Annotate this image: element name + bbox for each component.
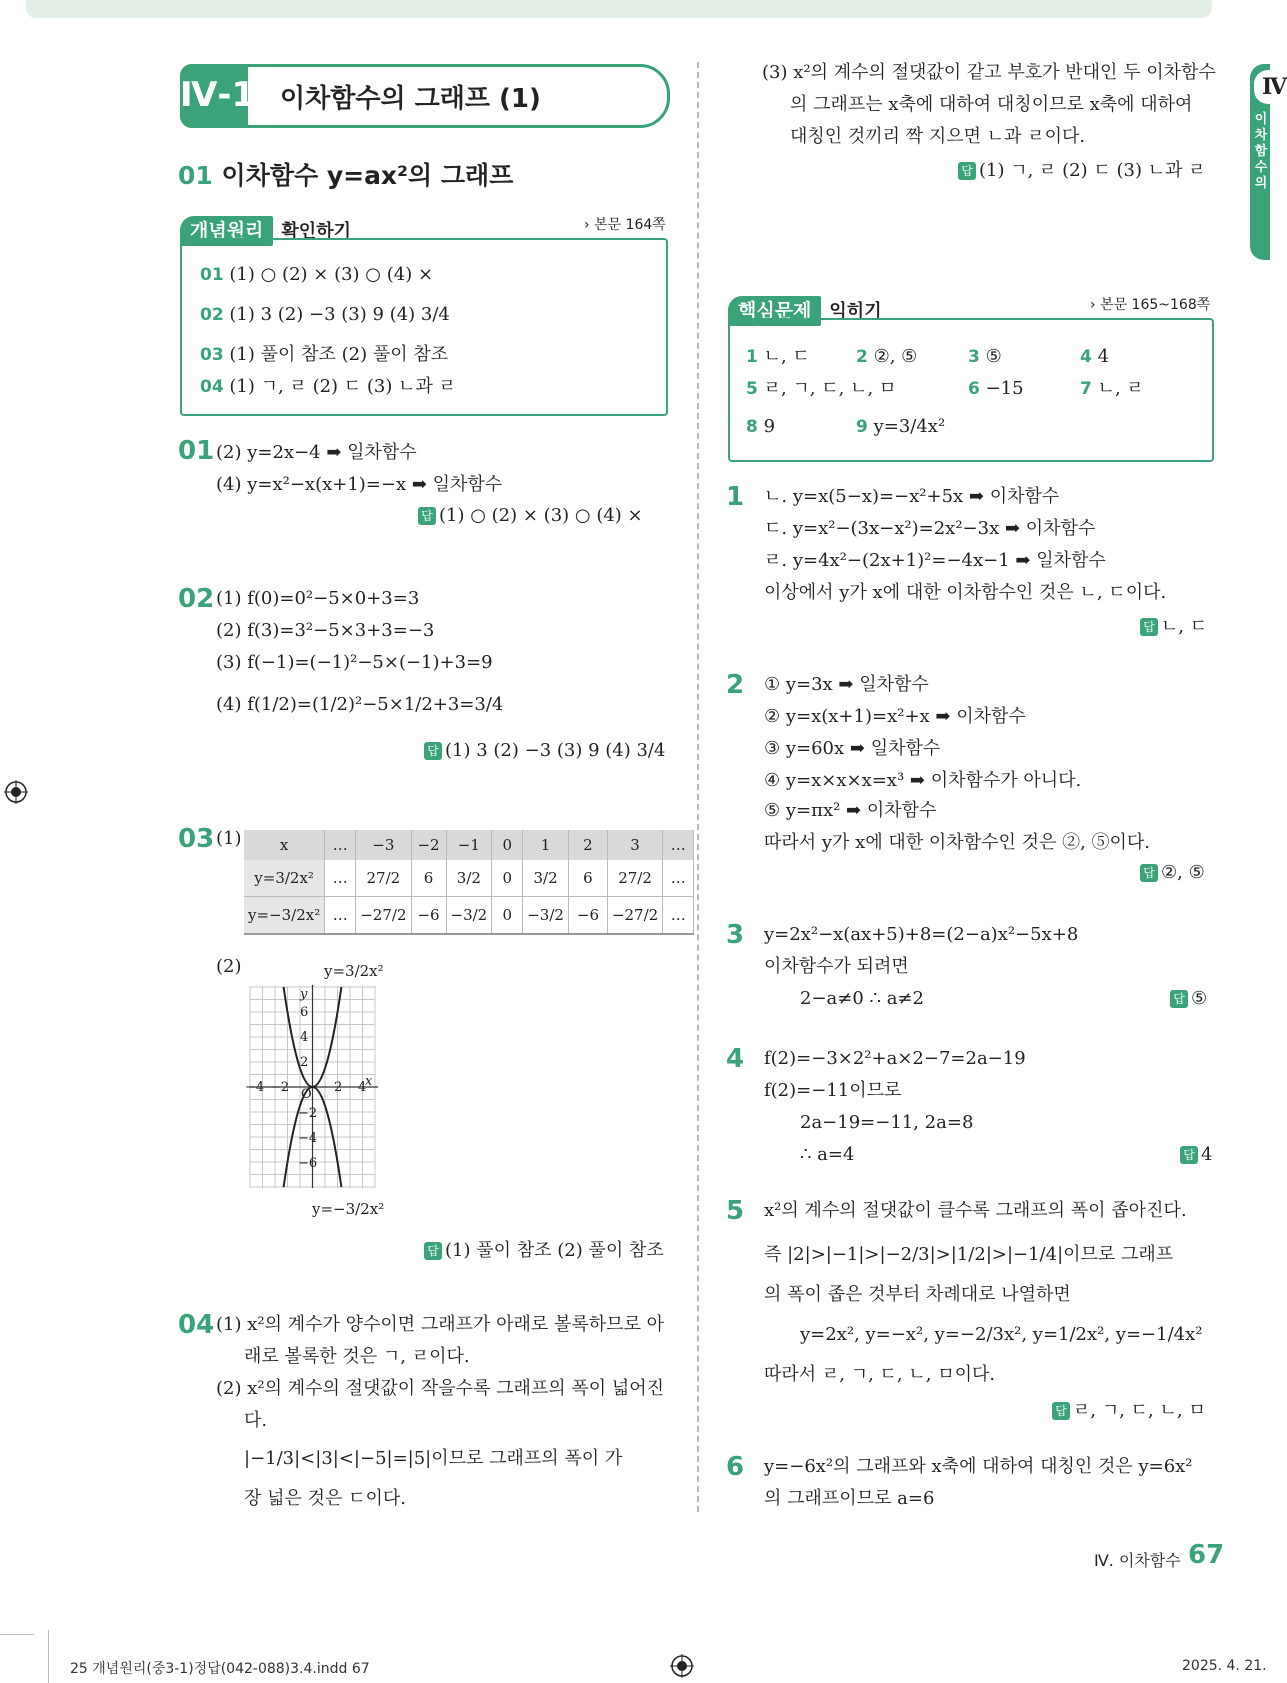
core-item-num: 6 xyxy=(968,379,980,399)
solution-line: 래로 볼록한 것은 ㄱ, ㄹ이다. xyxy=(244,1346,470,1367)
core-item-num: 5 xyxy=(746,379,758,399)
concept-row xyxy=(200,264,433,286)
core-item-text: ②, ⑤ xyxy=(873,346,918,367)
answer-icon: 답 xyxy=(958,162,976,180)
solution-line: 2−a≠0 ∴ a≠2 xyxy=(800,988,924,1009)
solution-line: 즉 |2|>|−1|>|−2/3|>|1/2|>|−1/4|이므로 그래프 xyxy=(764,1244,1174,1265)
answer-line xyxy=(1170,988,1207,1009)
solution-line: 의 그래프는 x축에 대하여 대칭이므로 x축에 대하여 xyxy=(790,94,1193,115)
answer-icon: 답 xyxy=(1140,864,1158,882)
answer-icon: 답 xyxy=(424,1242,442,1260)
solution-line: x²의 계수의 절댓값이 클수록 그래프의 폭이 좁아진다. xyxy=(764,1200,1187,1221)
solution-line: ② y=x(x+1)=x²+x ➡ 이차함수 xyxy=(764,706,1026,727)
side-tab-roman: Ⅳ xyxy=(1254,70,1286,104)
table-cell: y=3/2x² xyxy=(244,860,325,897)
table-cell: 3/2 xyxy=(446,860,492,897)
core-page-ref-text: 본문 165~168쪽 xyxy=(1100,297,1211,313)
concept-row-num: 02 xyxy=(200,305,224,325)
table-cell: −27/2 xyxy=(356,897,411,935)
core-page-ref: › 본문 165~168쪽 xyxy=(1090,297,1211,313)
solution-line: (3) f(−1)=(−1)²−5×(−1)+3=9 xyxy=(216,652,493,673)
value-table xyxy=(244,830,694,935)
core-item-num: 2 xyxy=(856,347,868,367)
answer-line xyxy=(1140,862,1205,883)
table-cell: −2 xyxy=(411,830,446,860)
table-cell: 27/2 xyxy=(356,860,411,897)
tick-label: −2 xyxy=(270,1080,290,1095)
solution-line: 장 넓은 것은 ㄷ이다. xyxy=(244,1488,406,1509)
solution-line: (4) f(1/2)=(1/2)²−5×1/2+3=3/4 xyxy=(216,694,504,715)
answer-line xyxy=(1052,1396,1206,1422)
answer-icon: 답 xyxy=(424,742,442,760)
table-cell: … xyxy=(325,897,356,935)
solution-line: ④ y=x×x×x=x³ ➡ 이차함수가 아니다. xyxy=(764,770,1082,791)
value-table-wrap xyxy=(244,830,694,935)
core-item xyxy=(1080,378,1144,400)
core-item-text: ㄴ, ㄹ xyxy=(1097,378,1144,399)
problem-number: 02 xyxy=(178,584,215,614)
table-cell: −3/2 xyxy=(523,897,569,935)
tick-label: −4 xyxy=(298,1131,318,1146)
solution-line: (2) f(3)=3²−5×3+3=−3 xyxy=(216,620,435,641)
section-title-text: 이차함수 y=ax²의 그래프 xyxy=(221,161,514,190)
core-item-num: 7 xyxy=(1080,379,1092,399)
problem-number: 5 xyxy=(726,1196,745,1226)
answer-icon: 답 xyxy=(1052,1402,1070,1420)
tick-label: −4 xyxy=(245,1080,265,1095)
core-item xyxy=(968,378,1024,400)
solution-line: 이차함수가 되려면 xyxy=(764,956,909,977)
answer-text: ②, ⑤ xyxy=(1161,862,1205,883)
concept-answers-box xyxy=(180,238,668,416)
column-divider xyxy=(697,62,699,1512)
solution-line: ∴ a=4 xyxy=(800,1144,855,1165)
concept-row xyxy=(200,344,448,366)
core-item-num: 1 xyxy=(746,347,758,367)
solution-line: y=2x², y=−x², y=−2/3x², y=1/2x², y=−1/4x² xyxy=(800,1324,1203,1345)
table-cell: −27/2 xyxy=(607,897,662,935)
answer-line xyxy=(418,505,643,526)
solution-line: (3) x²의 계수의 절댓값이 같고 부호가 반대인 두 이차함수 xyxy=(762,62,1216,83)
solution-line: (1) f(0)=0²−5×0+3=3 xyxy=(216,588,420,609)
problem-number: 6 xyxy=(726,1452,745,1482)
core-item xyxy=(856,346,917,368)
concept-row-text: (1) 3 (2) −3 (3) 9 (4) 3/4 xyxy=(229,304,450,325)
table-cell: −6 xyxy=(568,897,607,935)
table-cell: x xyxy=(244,830,325,860)
solution-line: f(2)=−11이므로 xyxy=(764,1080,902,1101)
table-row xyxy=(244,860,694,897)
problem-number: 01 xyxy=(178,436,215,466)
table-row xyxy=(244,830,694,860)
core-item xyxy=(746,346,810,368)
concept-page-ref: › 본문 164쪽 xyxy=(584,217,666,233)
table-cell: … xyxy=(663,830,694,860)
table-cell: 3/2 xyxy=(523,860,569,897)
solution-line: 이상에서 y가 x에 대한 이차함수인 것은 ㄴ, ㄷ이다. xyxy=(764,582,1167,603)
core-item xyxy=(856,416,945,438)
concept-row xyxy=(200,376,456,398)
table-cell: 0 xyxy=(492,897,523,935)
crop-line xyxy=(0,1634,34,1635)
answer-icon: 답 xyxy=(1170,990,1188,1008)
table-cell: 3 xyxy=(607,830,662,860)
solution-line: ① y=3x ➡ 일차함수 xyxy=(764,674,929,695)
core-item-text: ㄴ, ㄷ xyxy=(763,346,810,367)
chapter-title: 이차함수의 그래프 (1) xyxy=(280,84,541,114)
problem-number: 4 xyxy=(726,1044,745,1074)
section-number: 01 xyxy=(178,161,213,190)
problem-number: 2 xyxy=(726,670,745,700)
table-cell: … xyxy=(325,860,356,897)
concept-row-text: (1) ○ (2) × (3) ○ (4) × xyxy=(229,264,434,285)
problem-number: 3 xyxy=(726,920,745,950)
tick-label: 6 xyxy=(300,1005,309,1020)
answer-text: ㄹ, ㄱ, ㄷ, ㄴ, ㅁ xyxy=(1073,1400,1206,1421)
answer-line xyxy=(1140,612,1207,638)
graph-top-label: y=3/2x² xyxy=(324,962,384,980)
solution-line: y=2x²−x(ax+5)+8=(2−a)x²−5x+8 xyxy=(764,924,1079,945)
answer-text: (1) ○ (2) × (3) ○ (4) × xyxy=(439,505,643,526)
registration-mark-icon xyxy=(4,780,28,804)
solution-line: ㄴ. y=x(5−x)=−x²+5x ➡ 이차함수 xyxy=(764,486,1060,507)
section-title xyxy=(178,156,513,192)
concept-row-num: 03 xyxy=(200,345,224,365)
table-cell: 0 xyxy=(492,830,523,860)
table-cell: … xyxy=(325,830,356,860)
table-cell: … xyxy=(663,897,694,935)
core-item-text: ⑤ xyxy=(985,346,1002,367)
tick-label: 4 xyxy=(300,1030,309,1045)
solution-line: 2a−19=−11, 2a=8 xyxy=(800,1112,974,1133)
answer-text: 4 xyxy=(1201,1144,1213,1165)
core-badge-label: 핵심문제 xyxy=(728,296,821,326)
footer-section: Ⅳ. 이차함수 xyxy=(1094,1551,1181,1570)
answer-text: (1) 풀이 참조 (2) 풀이 참조 xyxy=(445,1240,664,1261)
footer-file-name: 25 개념원리(중3-1)정답(042-088)3.4.indd 67 xyxy=(70,1661,370,1677)
core-item xyxy=(1080,346,1109,368)
problem-number: 03 xyxy=(178,824,215,854)
concept-row-text: (1) ㄱ, ㄹ (2) ㄷ (3) ㄴ과 ㄹ xyxy=(229,376,456,397)
answer-text: ㄴ, ㄷ xyxy=(1161,616,1208,637)
core-item-num: 8 xyxy=(746,417,758,437)
concept-row-num: 04 xyxy=(200,377,224,397)
table-cell: −1 xyxy=(446,830,492,860)
solution-line: f(2)=−3×2²+a×2−7=2a−19 xyxy=(764,1048,1026,1069)
core-item-text: y=3/4x² xyxy=(873,416,946,437)
axis-label: y xyxy=(300,987,308,1002)
table-cell: −3/2 xyxy=(446,897,492,935)
answer-text: (1) ㄱ, ㄹ (2) ㄷ (3) ㄴ과 ㄹ xyxy=(979,160,1206,181)
concept-row xyxy=(200,304,450,326)
answer-text: ⑤ xyxy=(1191,988,1208,1009)
solution-line: (2) x²의 계수의 절댓값이 작을수록 그래프의 폭이 넓어진 xyxy=(216,1378,665,1399)
core-item xyxy=(968,346,1002,368)
core-item xyxy=(746,378,896,400)
tick-label: −2 xyxy=(298,1106,318,1121)
core-item-text: ㄹ, ㄱ, ㄷ, ㄴ, ㅁ xyxy=(763,378,897,399)
solution-line: (1) x²의 계수가 양수이면 그래프가 아래로 볼록하므로 아 xyxy=(216,1314,665,1335)
graph-bottom-label: y=−3/2x² xyxy=(312,1200,385,1218)
tick-label: 2 xyxy=(334,1080,343,1095)
chapter-number: Ⅳ-1 xyxy=(180,64,248,128)
table-cell: −3 xyxy=(356,830,411,860)
axis-label: O xyxy=(301,1087,312,1102)
solution-line: 따라서 y가 x에 대한 이차함수인 것은 ②, ⑤이다. xyxy=(764,832,1151,853)
solution-line: 다. xyxy=(244,1410,268,1431)
answer-icon: 답 xyxy=(418,507,436,525)
answer-line xyxy=(1180,1144,1212,1165)
solution-line: 의 폭이 좁은 것부터 차례대로 나열하면 xyxy=(764,1284,1071,1305)
page-number: 67 xyxy=(1188,1540,1225,1570)
parabola-graph xyxy=(245,984,380,1190)
problem-number: 04 xyxy=(178,1310,215,1340)
concept-badge-text: 확인하기 xyxy=(281,221,351,242)
core-item xyxy=(746,416,775,438)
solution-line: ㄹ. y=4x²−(2x+1)²=−4x−1 ➡ 일차함수 xyxy=(764,550,1106,571)
table-cell: 0 xyxy=(492,860,523,897)
solution-line: |−1/3|<|3|<|−5|=|5|이므로 그래프의 폭이 가 xyxy=(244,1448,623,1469)
registration-mark-icon xyxy=(670,1654,694,1678)
top-band xyxy=(26,0,1212,18)
crop-line xyxy=(48,1630,49,1683)
solution-line: (4) y=x²−x(x+1)=−x ➡ 일차함수 xyxy=(216,474,503,495)
concept-row-text: (1) 풀이 참조 (2) 풀이 참조 xyxy=(229,344,449,365)
axis-label: x xyxy=(365,1074,373,1089)
solution-line: 의 그래프이므로 a=6 xyxy=(764,1488,935,1509)
table-row xyxy=(244,897,694,935)
table-cell: 6 xyxy=(568,860,607,897)
answer-icon: 답 xyxy=(1180,1146,1198,1164)
table-cell: 27/2 xyxy=(607,860,662,897)
footer-date: 2025. 4. 21. xyxy=(1182,1658,1267,1674)
table-cell: … xyxy=(663,860,694,897)
solution-line: ㄷ. y=x²−(3x−x²)=2x²−3x ➡ 이차함수 xyxy=(764,518,1096,539)
core-answers-box xyxy=(728,318,1214,462)
problem-number: 1 xyxy=(726,482,745,512)
concept-badge-label: 개념원리 xyxy=(180,216,273,246)
part-label: (1) xyxy=(216,828,242,849)
tick-label: 4 xyxy=(358,1080,367,1095)
solution-line: ⑤ y=πx² ➡ 이차함수 xyxy=(764,800,937,821)
part-label: (2) xyxy=(216,956,242,977)
answer-icon: 답 xyxy=(1140,618,1158,636)
side-tab-text: 이차함수의 xyxy=(1254,112,1268,191)
table-cell: −6 xyxy=(411,897,446,935)
table-cell: 1 xyxy=(523,830,569,860)
core-item-num: 4 xyxy=(1080,347,1092,367)
table-cell: y=−3/2x² xyxy=(244,897,325,935)
answer-line xyxy=(424,740,665,761)
tick-label: 2 xyxy=(300,1055,309,1070)
table-cell: 6 xyxy=(411,860,446,897)
solution-line: y=−6x²의 그래프와 x축에 대하여 대칭인 것은 y=6x² xyxy=(764,1456,1193,1477)
answer-text: (1) 3 (2) −3 (3) 9 (4) 3/4 xyxy=(445,740,666,761)
concept-row-num: 01 xyxy=(200,265,224,285)
core-item-num: 3 xyxy=(968,347,980,367)
solution-line: 따라서 ㄹ, ㄱ, ㄷ, ㄴ, ㅁ이다. xyxy=(764,1364,996,1385)
concept-page-ref-text: 본문 164쪽 xyxy=(594,217,666,233)
core-item-text: 9 xyxy=(763,416,776,437)
answer-line xyxy=(958,156,1206,182)
core-badge-text: 익히기 xyxy=(829,301,882,322)
table-cell: 2 xyxy=(568,830,607,860)
core-item-text: 4 xyxy=(1097,346,1110,367)
solution-line: 대칭인 것끼리 짝 지으면 ㄴ과 ㄹ이다. xyxy=(790,126,1086,147)
answer-line xyxy=(424,1236,664,1262)
core-item-text: −15 xyxy=(985,378,1024,399)
solution-line: ③ y=60x ➡ 일차함수 xyxy=(764,738,941,759)
solution-line: (2) y=2x−4 ➡ 일차함수 xyxy=(216,442,417,463)
core-item-num: 9 xyxy=(856,417,868,437)
tick-label: −6 xyxy=(298,1156,318,1171)
chapter-side-tab xyxy=(1250,64,1287,260)
